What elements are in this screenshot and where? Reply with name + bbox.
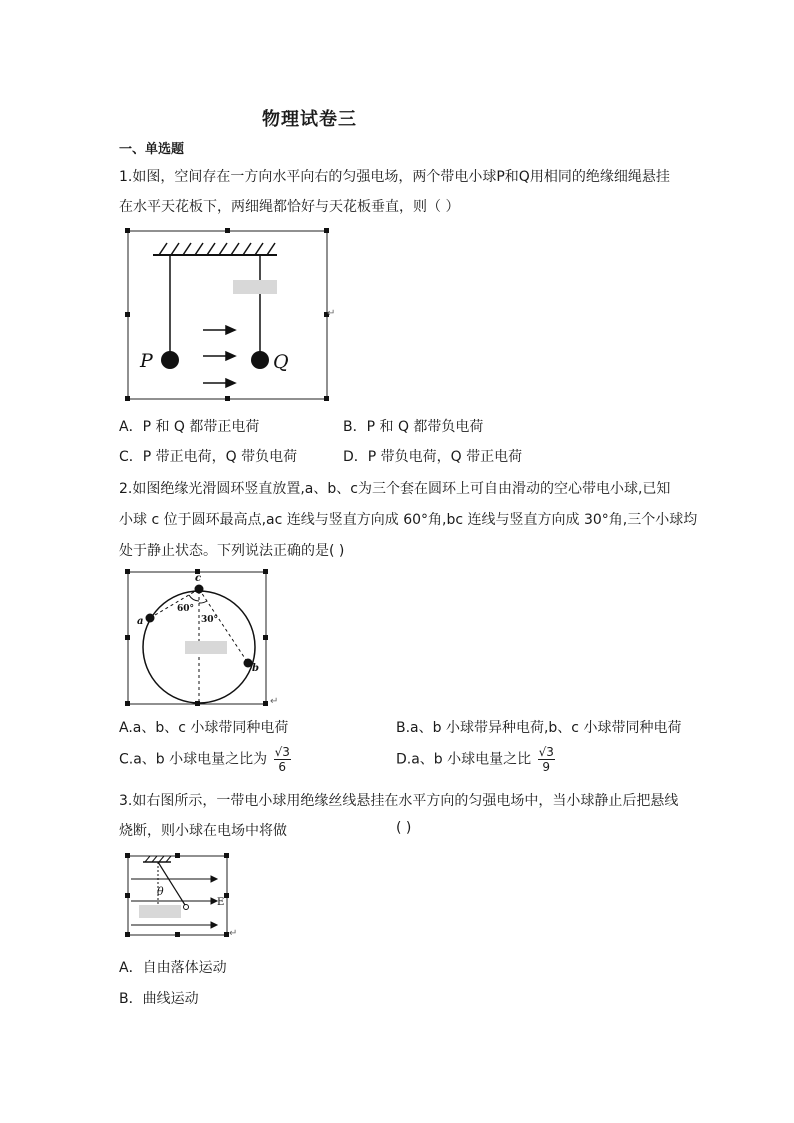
- ceiling-hatch: [159, 243, 275, 255]
- angle-arc-30: [199, 601, 207, 603]
- watermark-blur: [139, 905, 181, 918]
- q1-option-a: A．P 和 Q 都带正电荷: [119, 419, 260, 435]
- label-q: Q: [273, 351, 289, 373]
- ball-c: [195, 585, 204, 594]
- q2-option-b: B.a、b 小球带异种电荷,b、c 小球带同种电荷: [396, 720, 682, 736]
- label-b: b: [252, 663, 259, 674]
- q2-text-line1: 2.如图绝缘光滑圆环竖直放置,a、b、c为三个套在圆环上可自由滑动的空心带电小球,已知: [119, 481, 671, 497]
- q1-figure: [125, 228, 340, 403]
- q1-figure-frame: [128, 231, 327, 399]
- q3-string: [158, 862, 185, 905]
- label-a: a: [137, 616, 144, 627]
- q3-figure: [125, 853, 238, 939]
- return-mark: ↵: [229, 928, 238, 939]
- q2-text-line3: 处于静止状态。下列说法正确的是( ): [119, 543, 345, 559]
- angle-arc-60: [189, 595, 199, 601]
- q1-option-b: B．P 和 Q 都带负电荷: [343, 419, 484, 435]
- section-heading: 一、单选题: [119, 142, 185, 157]
- page-title: 物理试卷三: [262, 109, 357, 130]
- q3-ceiling-hatch: [145, 856, 171, 862]
- fraction-numerator: √3: [538, 745, 554, 759]
- q3-field-lines: [131, 876, 217, 928]
- label-c: c: [195, 573, 202, 584]
- return-mark: ↵: [270, 696, 279, 707]
- q3-option-a: A．自由落体运动: [119, 960, 227, 976]
- q2-option-d: [396, 745, 555, 774]
- q1-text-line1: 1.如图，空间存在一方向水平向右的匀强电场，两个带电小球P和Q用相同的绝缘细绳悬挂: [119, 169, 670, 185]
- watermark-blur: [233, 280, 277, 294]
- q3-text-line2: 烧断，则小球在电场中将做: [119, 823, 287, 839]
- ball-a: [146, 614, 155, 623]
- fraction-numerator: √3: [274, 745, 290, 759]
- return-mark: ↵: [327, 308, 336, 319]
- q1-frame-handles: [125, 228, 329, 401]
- q3-text-line1: 3.如右图所示，一带电小球用绝缘丝线悬挂在水平方向的匀强电场中，当小球静止后把悬线: [119, 793, 679, 809]
- fraction-sqrt3-over-6: [274, 745, 291, 774]
- label-e: E: [217, 897, 225, 908]
- fraction-denominator: 6: [278, 760, 287, 774]
- q2-option-d-text: D.a、b 小球电量之比: [396, 751, 532, 768]
- q3-option-b: B．曲线运动: [119, 991, 199, 1007]
- q2-text-line2: 小球 c 位于圆环最高点,ac 连线与竖直方向成 60°角,bc 连线与竖直方向成 30°角,三个小球均: [119, 512, 698, 528]
- angle-label-30: 30°: [201, 615, 219, 625]
- q3-answer-paren: ( ): [396, 820, 412, 836]
- fraction-sqrt3-over-9: [538, 745, 555, 774]
- q1-option-c: C．P 带正电荷，Q 带负电荷: [119, 449, 298, 465]
- q2-option-c: [119, 745, 291, 774]
- q1-text-line2: 在水平天花板下，两细绳都恰好与天花板垂直，则（ ）: [119, 199, 460, 215]
- q2-option-c-text: C.a、b 小球电量之比为: [119, 751, 268, 768]
- label-theta: θ: [157, 885, 164, 898]
- ball-q: [251, 351, 269, 369]
- angle-label-60: 60°: [177, 604, 195, 614]
- label-p: P: [140, 350, 153, 372]
- ball-p: [161, 351, 179, 369]
- q2-option-a: A.a、b、c 小球带同种电荷: [119, 720, 289, 736]
- q2-figure: [125, 569, 275, 709]
- q1-option-d: D．P 带负电荷，Q 带正电荷: [343, 449, 523, 465]
- field-arrows: [203, 326, 235, 387]
- q3-ball: [184, 905, 189, 910]
- watermark-blur: [185, 641, 227, 654]
- fraction-denominator: 9: [542, 760, 551, 774]
